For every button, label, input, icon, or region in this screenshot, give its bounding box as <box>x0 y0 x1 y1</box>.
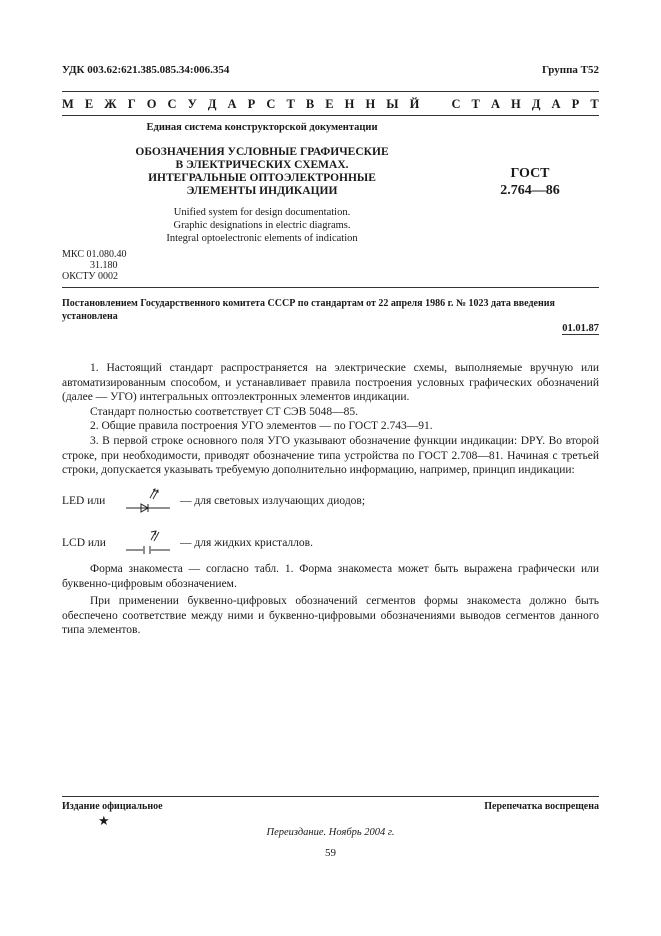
english-title: Unified system for design documentation. Graphic designations in electric diagrams. Integral optoelectronic elements of indication <box>166 207 358 244</box>
official-edition: Издание официальное <box>62 801 163 812</box>
standard-banner: М Е Ж Г О С У Д А Р С Т В Е Н Н Ы Й С Т А Н Д А Р Т <box>62 97 599 111</box>
symbol-label: LCD или <box>62 537 106 549</box>
main-text-continued <box>62 562 599 638</box>
system-name: Единая система конструкторской документации <box>146 122 378 133</box>
section-rule <box>62 287 599 288</box>
reissue-note: Переиздание. Ноябрь 2004 г. <box>266 827 395 838</box>
reprint-notice: Перепечатка воспрещена <box>484 801 599 812</box>
page-number: 59 <box>325 847 336 859</box>
paragraph: 1. Настоящий стандарт распространяется на электрические схемы, выполняемые вручную или автоматизированным способом, и устанавливает правила построения условных графических обозначений (далее — УГО) интегральных оптоэлектронных элементов индикации. <box>62 362 599 404</box>
gost-number: ГОСТ 2.764—86 <box>500 166 560 198</box>
paragraph: Форма знакоместа — согласно табл. 1. Форма знакоместа может быть выражена графически или буквенно-цифровым обозначением. <box>62 563 599 590</box>
lcd-symbol-icon <box>124 528 172 558</box>
decree-text: Постановлением Государственного комитета СССР по стандартам от 22 апреля 1986 г. № 1023 дата введения установлена <box>62 298 555 322</box>
paragraph: 2. Общие правила построения УГО элементов — по ГОСТ 2.743—91. <box>90 420 433 433</box>
paragraph: Стандарт полностью соответствует СТ СЭВ 5048—85. <box>90 405 359 418</box>
group-code: Группа Т52 <box>541 64 599 76</box>
udk-code: УДК 003.62:621.385.085.34:006.354 <box>62 64 230 76</box>
paragraph: При применении буквенно-цифровых обозначений сегментов формы знакоместа должно быть обеспечено соответствие между ними и буквенно-цифровыми обозначениями выводов сегментов данного типа элементов. <box>62 595 599 637</box>
intro-date: 01.01.87 <box>562 323 599 334</box>
classification-codes: МКС 01.080.40 31.180 ОКСТУ 0002 <box>62 249 127 282</box>
paragraph: 3. В первой строке основного поля УГО указывают обозначение функции индикации: DPY. Во второй строке, при необходимости, приводят обозначение типа устройства по ГОСТ 2.708—81. Начиная с третьей строки, допускается указывать требуемую дополнительно информацию, например, принцип индикации: <box>62 434 599 477</box>
lcd-example <box>62 528 313 558</box>
top-rule <box>62 91 599 92</box>
symbol-label: LED или <box>62 495 106 507</box>
footer-rule <box>62 796 599 797</box>
document-title: ОБОЗНАЧЕНИЯ УСЛОВНЫЕ ГРАФИЧЕСКИЕ В ЭЛЕКТРИЧЕСКИХ СХЕМАХ. ИНТЕГРАЛЬНЫЕ ОПТОЭЛЕКТРОННЫЕ ЭЛЕМЕНТЫ ИНДИКАЦИИ <box>135 146 389 197</box>
symbol-description: — для жидких кристаллов. <box>180 537 313 549</box>
led-symbol-icon <box>124 486 172 516</box>
led-example <box>62 486 365 516</box>
main-text <box>62 361 599 478</box>
star-icon: ★ <box>98 813 110 828</box>
banner-rule <box>62 115 599 116</box>
symbol-description: — для световых излучающих диодов; <box>180 495 366 507</box>
